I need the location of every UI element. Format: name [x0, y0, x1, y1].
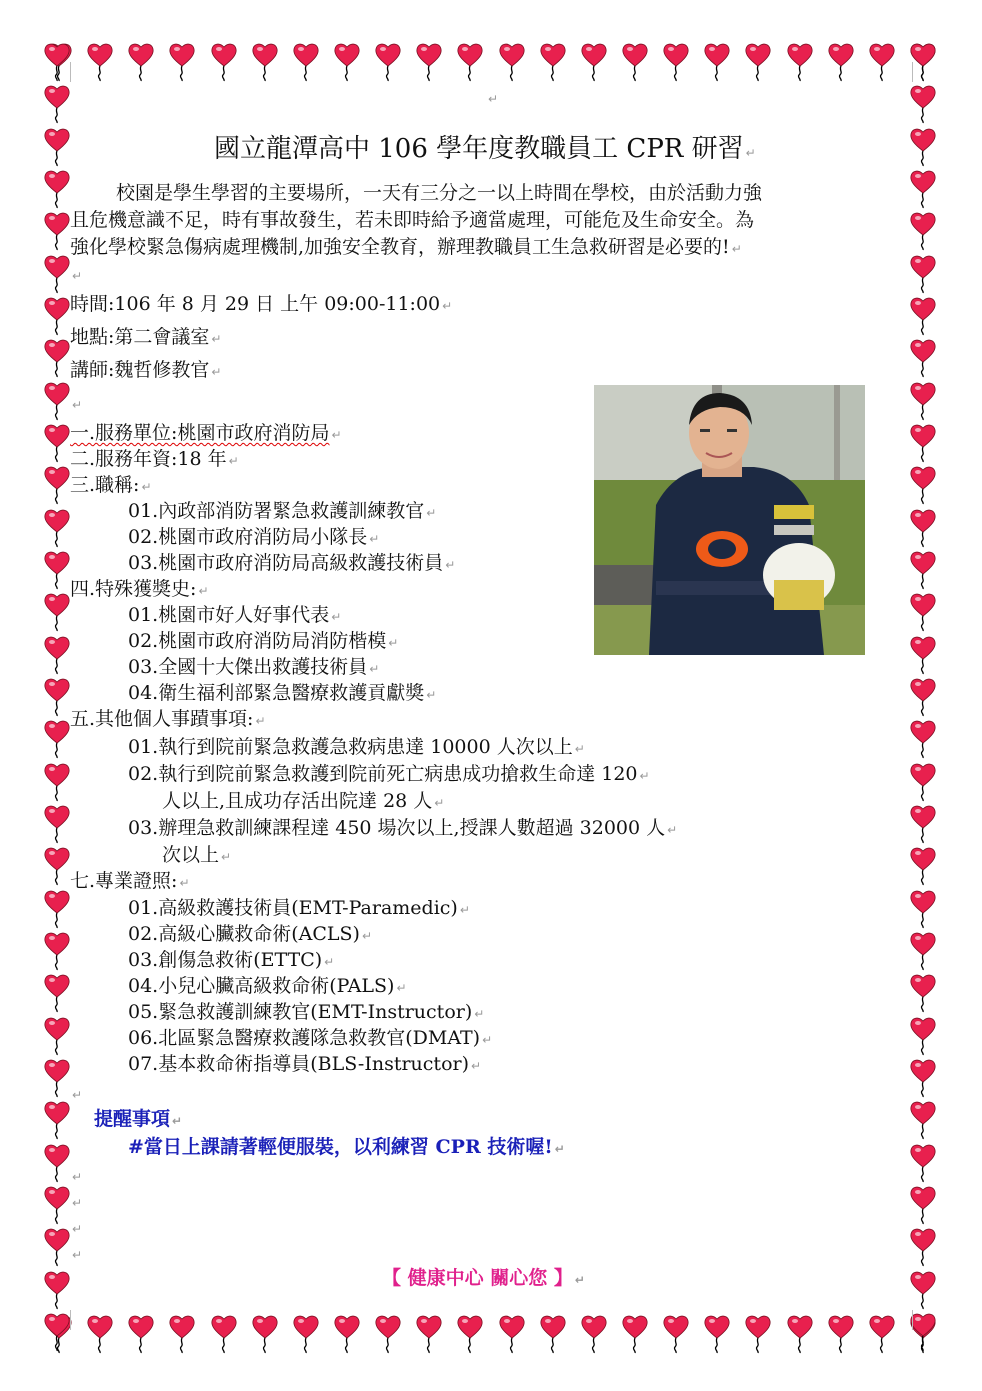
crop-mark: [912, 1310, 935, 1330]
heart-icon: [42, 1014, 72, 1056]
heart-icon: [209, 1312, 239, 1354]
heart-icon: [908, 717, 938, 759]
heart-icon: [373, 40, 403, 82]
heart-icon: [908, 1056, 938, 1098]
cert-item: 01.高級救護技術員(EMT-Paramedic) ↵: [128, 897, 470, 919]
award-item: 03.全國十大傑出救護技術員 ↵: [128, 656, 380, 678]
heart-icon: [291, 40, 321, 82]
deed-item: 03.辦理急救訓練課程達 450 場次以上,授課人數超過 32000 人 ↵: [128, 817, 678, 839]
title-item: 03.桃園市政府消防局高級救護技術員 ↵: [128, 552, 456, 574]
heart-icon: [867, 1312, 897, 1354]
heart-icon: [702, 40, 732, 82]
heart-icon: [908, 167, 938, 209]
heart-icon: [42, 125, 72, 167]
heart-icon: [42, 336, 72, 378]
reminder-text: #當日上課請著輕便服裝，以利練習 CPR 技術喔! ↵: [128, 1136, 565, 1158]
heart-icon: [42, 844, 72, 886]
heart-icon: [908, 125, 938, 167]
heart-icon: [42, 760, 72, 802]
heart-icon: [826, 40, 856, 82]
deeds-heading: 五.其他個人事蹟事項: ↵: [70, 708, 266, 730]
heart-icon: [42, 1268, 72, 1310]
heart-icon: [497, 40, 527, 82]
cert-item: 07.基本救命術指導員(BLS-Instructor) ↵: [128, 1053, 482, 1075]
titles-heading: 三.職稱: ↵: [70, 474, 152, 496]
document-title: 國立龍潭高中 106 學年度教職員工 CPR 研習 ↵: [214, 134, 756, 164]
heart-icon: [908, 1014, 938, 1056]
heart-icon: [42, 82, 72, 124]
heart-icon: [42, 167, 72, 209]
heart-icon: [42, 209, 72, 251]
intro-line: 且危機意識不足，時有事故發生，若未即時給予適當處理，可能危及生命安全。為: [70, 209, 755, 231]
deed-item-continued: 人以上,且成功存活出院達 28 人 ↵: [162, 790, 445, 812]
heart-icon: [209, 40, 239, 82]
heart-icon: [908, 82, 938, 124]
heart-icon: [908, 209, 938, 251]
heart-icon: [538, 1312, 568, 1354]
certs-heading: 七.專業證照: ↵: [70, 870, 190, 892]
heart-icon: [908, 1225, 938, 1267]
crop-mark: [70, 1310, 93, 1330]
heart-icon: [42, 717, 72, 759]
heart-icon: [908, 1098, 938, 1140]
heart-icon: [908, 590, 938, 632]
heart-icon: [332, 40, 362, 82]
heart-icon: [908, 929, 938, 971]
award-item: 04.衛生福利部緊急醫療救護貢獻獎 ↵: [128, 682, 437, 704]
intro-line: 強化學校緊急傷病處理機制,加強安全教育，辦理教職員工生急救研習是必要的! ↵: [70, 236, 742, 258]
heart-icon: [908, 1183, 938, 1225]
heart-icon: [579, 1312, 609, 1354]
heart-icon: [167, 40, 197, 82]
heart-icon: [908, 844, 938, 886]
heart-icon: [373, 1312, 403, 1354]
heart-icon: [42, 1183, 72, 1225]
heart-icon: [167, 1312, 197, 1354]
heart-icon: [908, 633, 938, 675]
empty-paragraph: ↵: [72, 1196, 83, 1210]
heart-icon: [42, 887, 72, 929]
cert-item: 05.緊急救護訓練教官(EMT-Instructor) ↵: [128, 1001, 485, 1023]
heart-icon: [620, 40, 650, 82]
heart-icon: [620, 1312, 650, 1354]
heart-icon: [42, 252, 72, 294]
empty-paragraph: ↵: [72, 269, 83, 283]
heart-icon: [908, 1268, 938, 1310]
heart-icon: [908, 336, 938, 378]
heart-icon: [908, 802, 938, 844]
heart-icon: [291, 1312, 321, 1354]
heart-icon: [250, 1312, 280, 1354]
heart-icon: [42, 1098, 72, 1140]
heart-icon: [908, 252, 938, 294]
heart-icon: [867, 40, 897, 82]
heart-icon: [908, 294, 938, 336]
heart-icon: [332, 1312, 362, 1354]
title-item: 02.桃園市政府消防局小隊長 ↵: [128, 526, 380, 548]
heart-icon: [42, 506, 72, 548]
heart-icon: [908, 1141, 938, 1183]
heart-icon: [126, 40, 156, 82]
heart-icon: [42, 1225, 72, 1267]
empty-paragraph: ↵: [72, 1088, 83, 1102]
heart-icon: [785, 1312, 815, 1354]
award-item: 01.桃園市好人好事代表 ↵: [128, 604, 342, 626]
heart-icon: [250, 40, 280, 82]
heart-border-bottom: [44, 1312, 938, 1354]
cert-item: 02.高級心臟救命術(ACLS) ↵: [128, 923, 372, 945]
heart-icon: [538, 40, 568, 82]
heart-icon: [908, 760, 938, 802]
footer-note: 【 健康中心 關心您 】 ↵: [382, 1267, 585, 1289]
heart-border-left: [42, 40, 72, 1352]
heart-icon: [42, 675, 72, 717]
heart-icon: [908, 379, 938, 421]
heart-icon: [908, 506, 938, 548]
heart-icon: [42, 929, 72, 971]
reminder-heading: 提醒事項 ↵: [94, 1108, 183, 1130]
deed-item: 01.執行到院前緊急救護急救病患達 10000 人次以上 ↵: [128, 736, 585, 758]
heart-icon: [785, 40, 815, 82]
heart-icon: [42, 463, 72, 505]
event-lecturer: 講師:魏哲修教官 ↵: [70, 359, 222, 381]
cert-item: 04.小兒心臟高級救命術(PALS) ↵: [128, 975, 407, 997]
intro-line: 校園是學生學習的主要場所，一天有三分之一以上時間在學校，由於活動力強: [116, 182, 763, 204]
heart-icon: [42, 1141, 72, 1183]
heart-icon: [455, 40, 485, 82]
awards-heading: 四.特殊獲獎史: ↵: [70, 578, 209, 600]
lecturer-photo: [594, 385, 865, 655]
heart-icon: [908, 971, 938, 1013]
heart-icon: [908, 463, 938, 505]
empty-paragraph: ↵: [72, 398, 83, 412]
service-unit: 一.服務單位:桃園市政府消防局 ↵: [70, 422, 342, 444]
heart-icon: [743, 40, 773, 82]
heart-icon: [702, 1312, 732, 1354]
heart-border-right: [908, 40, 938, 1352]
heart-icon: [743, 1312, 773, 1354]
heart-icon: [497, 1312, 527, 1354]
heart-icon: [42, 294, 72, 336]
heart-icon: [908, 421, 938, 463]
heart-icon: [42, 548, 72, 590]
heart-icon: [414, 1312, 444, 1354]
heart-icon: [579, 40, 609, 82]
heart-icon: [42, 590, 72, 632]
heart-icon: [42, 1310, 72, 1352]
heart-icon: [908, 548, 938, 590]
heart-icon: [42, 633, 72, 675]
heart-icon: [42, 1056, 72, 1098]
heart-icon: [414, 40, 444, 82]
heart-icon: [908, 675, 938, 717]
event-time: 時間:106 年 8 月 29 日 上午 09:00-11:00 ↵: [70, 293, 453, 315]
heart-icon: [455, 1312, 485, 1354]
crop-mark: [912, 62, 935, 82]
cert-item: 06.北區緊急醫療救護隊急救教官(DMAT) ↵: [128, 1027, 493, 1049]
heart-icon: [908, 887, 938, 929]
event-place: 地點:第二會議室 ↵: [70, 326, 222, 348]
heart-icon: [42, 421, 72, 463]
deed-item: 02.執行到院前緊急救護到院前死亡病患成功搶救生命達 120 ↵: [128, 763, 650, 785]
cert-item: 03.創傷急救術(ETTC) ↵: [128, 949, 335, 971]
deed-item-continued: 次以上 ↵: [162, 844, 232, 866]
heart-icon: [126, 1312, 156, 1354]
empty-paragraph: ↵: [72, 1170, 83, 1184]
heart-icon: [826, 1312, 856, 1354]
heart-icon: [661, 1312, 691, 1354]
empty-paragraph: ↵: [72, 1222, 83, 1236]
empty-paragraph: ↵: [72, 1248, 83, 1262]
heart-icon: [661, 40, 691, 82]
service-years: 二.服務年資:18 年 ↵: [70, 448, 239, 470]
heart-icon: [42, 971, 72, 1013]
empty-paragraph: ↵: [488, 92, 499, 106]
award-item: 02.桃園市政府消防局消防楷模 ↵: [128, 630, 399, 652]
title-item: 01.內政部消防署緊急救護訓練教官 ↵: [128, 500, 437, 522]
heart-border-top: [44, 40, 938, 82]
heart-icon: [42, 40, 72, 82]
heart-icon: [42, 379, 72, 421]
crop-mark: [70, 62, 93, 82]
heart-icon: [42, 802, 72, 844]
